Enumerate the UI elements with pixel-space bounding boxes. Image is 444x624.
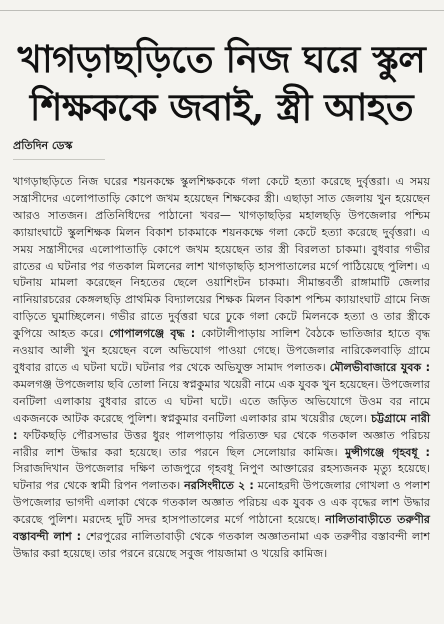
lead-munshiganj: মুন্সীগঞ্জে গৃহবধূ : [345, 445, 430, 459]
text-gopalganj: কোটালীপাড়ায় সালিশ বৈঠকে ভাতিজার হাতে বৃদ্ধ নওয়াব আলী খুন হয়েছেন বলে অভিযোগ পাওয়া গেছে। উপজেলার নারিকেলবাড়ি গ্রামে বুধবার রাতে এ ঘটনা ঘটে। ঘটনার পর থেকে অভিযুক্ত সামাদ পলাতক। [13, 327, 430, 374]
lead-narsingdi: নরসিংদীতে ২ : [184, 479, 254, 493]
text-chattogram: ফটিকছড়ি পৌরসভার উত্তর ধুরং পালপাড়ায় পরিত্যক্ত ঘর থেকে গতকাল অজ্ঞাত পরিচয় নারীর লাশ উদ্ধার করা হয়েছে। তার পরনে ছিল সেলোয়ার কামিজ। [13, 428, 431, 459]
paragraph-intro: খাগড়াছড়িতে নিজ ঘরের শয়নকক্ষে স্কুলশিক্ষককে গলা কেটে হত্যা করেছে দুর্বৃত্তরা। এ সময় সন্ত্রাসীদের এলোপাতাড়ি কোপে জখম হয়েছেন শিক্ষকের স্ত্রী। এছাড়া সাত জেলায় খুন হয়েছেন আরও সাতজন। প্রতিনিধিদের পাঠানো খবর— খাগড়াছড়ির মহালছড়ি উপজেলার পশ্চিম ক্যায়াংঘাটে স্কুলশিক্ষক মিলন বিকাশ চাকমাকে শয়নকক্ষে গলা কেটে হত্যা করেছে দুর্বৃত্তরা। এ সময় সন্ত্রাসীদের এলোপাতাড়ি কোপে জখম হয়েছেন তার স্ত্রী বিরলতা চাকমা। বুধবার গভীর রাতের এ ঘটনার পর গতকাল মিলনের লাশ খাগড়াছড়ি হাসপাতালের মর্গে পাঠিয়েছে পুলিশ। এ ঘটনায় মামলা করেছেন নিহতের ছেলে ওয়াশিংটন চাকমা। সীমান্তবর্তী রাঙ্গামাটি জেলার নানিয়ারচরের কেঙ্গলছড়ি প্রাথমিক বিদ্যালয়ের শিক্ষক মিলন বিকাশ পশ্চিম ক্যায়াংঘাট গ্রামে নিজ বাড়িতে ঘুমাচ্ছিলেন। গভীর রাতে দুর্বৃত্তরা ঘরে ঢুকে গলা কেটে মিলনকে হত্যা ও তার স্ত্রীকে কুপিয়ে আহত করে। [13, 175, 430, 341]
lead-moulvibazar: মৌলভীবাজারে যুবক : [329, 360, 431, 374]
byline: প্রতিদিন ডেস্ক [13, 137, 105, 160]
article [0, 35, 444, 563]
article-body [13, 174, 430, 563]
top-strip [0, 0, 444, 11]
lead-gopalganj: গোপালগঞ্জে বৃদ্ধ : [109, 327, 196, 341]
headline: খাগড়াছড়িতে নিজ ঘরে স্কুল শিক্ষককে জবাই, স্ত্রী আহত [17, 37, 426, 129]
lead-nalitabari: নালিতাবাড়ীতে তরুণীর বস্তাবন্দী লাশ : [13, 513, 430, 544]
text-nalitabari: শেরপুরের নালিতাবাড়ী থেকে গতকাল অজ্ঞাতনামা এক তরুণীর বস্তাবন্দী লাশ উদ্ধার করা হয়েছে। তার পরনে রয়েছে সবুজ পায়জামা ও খয়েরি কামিজ। [13, 530, 430, 560]
lead-chattogram: চট্টগ্রামে নারী : [13, 411, 431, 442]
text-narsingdi: মনোহরদী উপজেলার গোখলা ও পলাশ উপজেলার ভাগদী এলাকা থেকে গতকাল অজ্ঞাত পরিচয় এক যুবক ও এক বৃদ্ধের লাশ উদ্ধার করেছে পুলিশ। মরদেহ দুটি সদর হাসপাতালের মর্গে পাঠানো হয়েছে। [13, 479, 430, 527]
text-moulvibazar: কমলগঞ্জ উপজেলায় ছবি তোলা নিয়ে স্বপ্নকুমার খয়েরী নামে এক যুবক খুন হয়েছেন। উপজেলার বনটিলা এলাকায় বুধবার রাতে এ ঘটনা ঘটে। এতে জড়িত অভিযোগে উওম বর নামে একজনকে আটক করেছে পুলিশ। স্বপ্নকুমার বনটিলা এলাকার রাম খয়েরীর ছেলে। [13, 377, 430, 425]
text-munshiganj: সিরাজদিখান উপজেলার দক্ষিণ তাজপুরে গৃহবধূ নিপুণ আক্তারের রহস্যজনক মৃত্যু হয়েছে। ঘটনার পর থেকে স্বামী রিপন পলাতক। [13, 462, 430, 493]
